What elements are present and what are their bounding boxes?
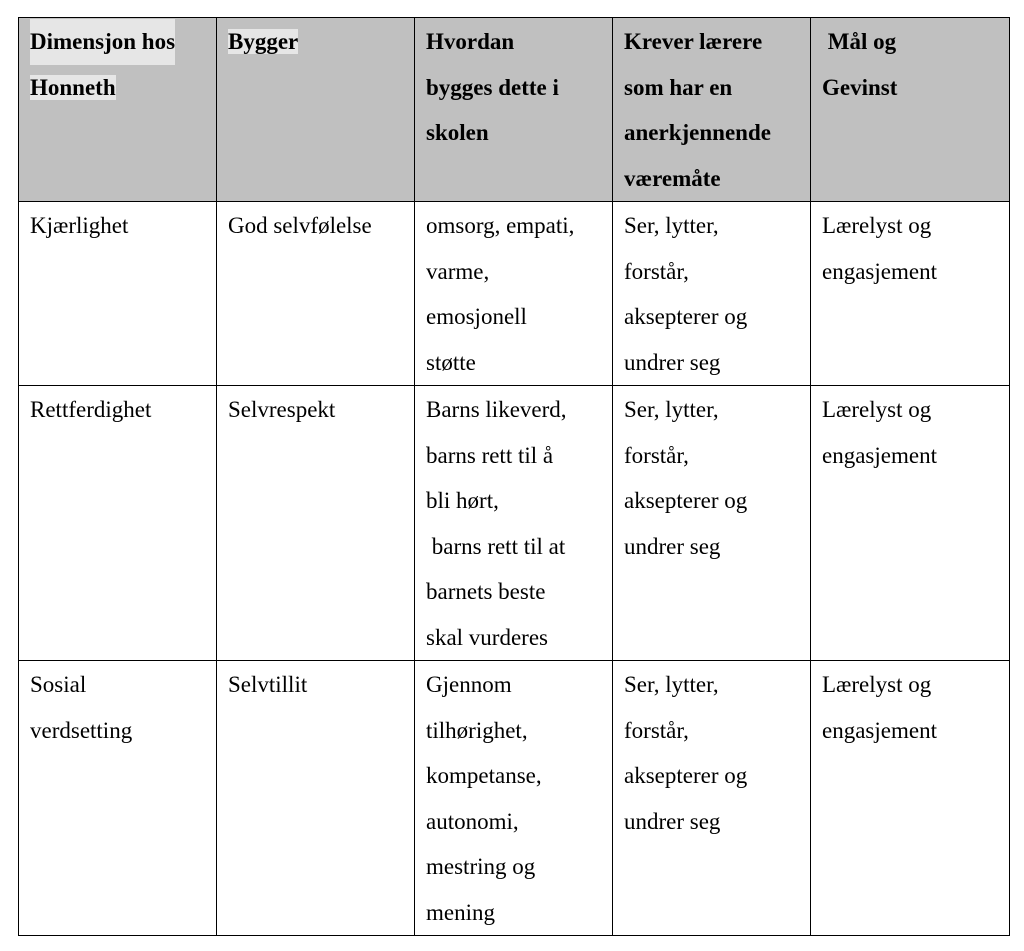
cell-line: kompetanse,: [426, 763, 542, 788]
header-line: skolen: [426, 120, 489, 145]
header-line: Honneth: [30, 74, 116, 100]
cell-line: Rettferdighet: [30, 397, 152, 422]
header-dimension: [19, 18, 217, 202]
cell-line: autonomi,: [426, 808, 519, 834]
cell-line: undrer seg: [624, 808, 721, 834]
table-row: [19, 202, 1010, 386]
cell-line: forstår,: [624, 442, 689, 468]
recognition-table: [18, 17, 1010, 936]
cell-line: Ser, lytter,: [624, 672, 719, 697]
cell-line: varme,: [426, 258, 490, 284]
header-line: Gevinst: [822, 74, 898, 100]
cell-goal-gain: [811, 202, 1010, 386]
cell-requires-teachers: [613, 661, 811, 936]
header-requires-teachers: [613, 18, 811, 202]
cell-line: verdsetting: [30, 717, 133, 743]
cell-line: mening: [426, 899, 495, 925]
header-line: Krever lærere: [624, 29, 763, 54]
cell-line: tilhørighet,: [426, 717, 528, 743]
cell-requires-teachers: [613, 386, 811, 661]
header-line: Dimensjon hos: [30, 19, 175, 65]
cell-line: Selvrespekt: [228, 397, 336, 422]
header-line: væremåte: [624, 165, 721, 191]
cell-line: engasjement: [822, 717, 937, 743]
cell-line: undrer seg: [624, 533, 721, 559]
cell-how-built: [415, 386, 613, 661]
cell-line: engasjement: [822, 442, 937, 468]
header-row: [19, 18, 1010, 202]
cell-line: Gjennom: [426, 672, 512, 697]
table-row: [19, 661, 1010, 936]
cell-line: aksepterer og: [624, 488, 748, 513]
cell-line: Ser, lytter,: [624, 397, 719, 422]
cell-requires-teachers: [613, 202, 811, 386]
cell-line: aksepterer og: [624, 304, 748, 329]
cell-goal-gain: [811, 386, 1010, 661]
cell-line: omsorg, empati,: [426, 213, 575, 238]
cell-line: engasjement: [822, 258, 937, 284]
header-goal-gain: [811, 18, 1010, 202]
cell-line: barnets beste: [426, 579, 546, 604]
header-line: som har en: [624, 74, 733, 100]
cell-line: Ser, lytter,: [624, 213, 719, 238]
cell-goal-gain: [811, 661, 1010, 936]
cell-line: Sosial: [30, 672, 87, 697]
cell-how-built: [415, 661, 613, 936]
header-line: anerkjennende: [624, 120, 771, 145]
cell-line: mestring og: [426, 854, 536, 879]
cell-line: aksepterer og: [624, 763, 748, 788]
cell-line: Lærelyst og: [822, 672, 932, 697]
header-line: Mål og: [822, 29, 897, 54]
cell-builds: [217, 202, 415, 386]
cell-builds: [217, 661, 415, 936]
header-line: bygges dette i: [426, 74, 559, 100]
cell-line: God selvfølelse: [228, 213, 372, 238]
header-line: Bygger: [228, 29, 299, 54]
cell-builds: [217, 386, 415, 661]
cell-line: forstår,: [624, 258, 689, 284]
header-how-built: [415, 18, 613, 202]
cell-line: barns rett til å: [426, 442, 554, 468]
cell-line: Lærelyst og: [822, 397, 932, 422]
table-row: [19, 386, 1010, 661]
header-builds: [217, 18, 415, 202]
cell-line: forstår,: [624, 717, 689, 743]
cell-line: Selvtillit: [228, 672, 308, 697]
cell-dimension: [19, 386, 217, 661]
cell-how-built: [415, 202, 613, 386]
cell-line: bli hørt,: [426, 488, 499, 513]
cell-line: skal vurderes: [426, 624, 548, 650]
cell-line: støtte: [426, 349, 476, 375]
cell-dimension: [19, 202, 217, 386]
cell-line: emosjonell: [426, 304, 527, 329]
cell-line: undrer seg: [624, 349, 721, 375]
cell-line: Barns likeverd,: [426, 397, 567, 422]
cell-line: Lærelyst og: [822, 213, 932, 238]
cell-line: barns rett til at: [426, 533, 566, 559]
header-line: Hvordan: [426, 29, 515, 54]
cell-dimension: [19, 661, 217, 936]
cell-line: Kjærlighet: [30, 213, 129, 238]
